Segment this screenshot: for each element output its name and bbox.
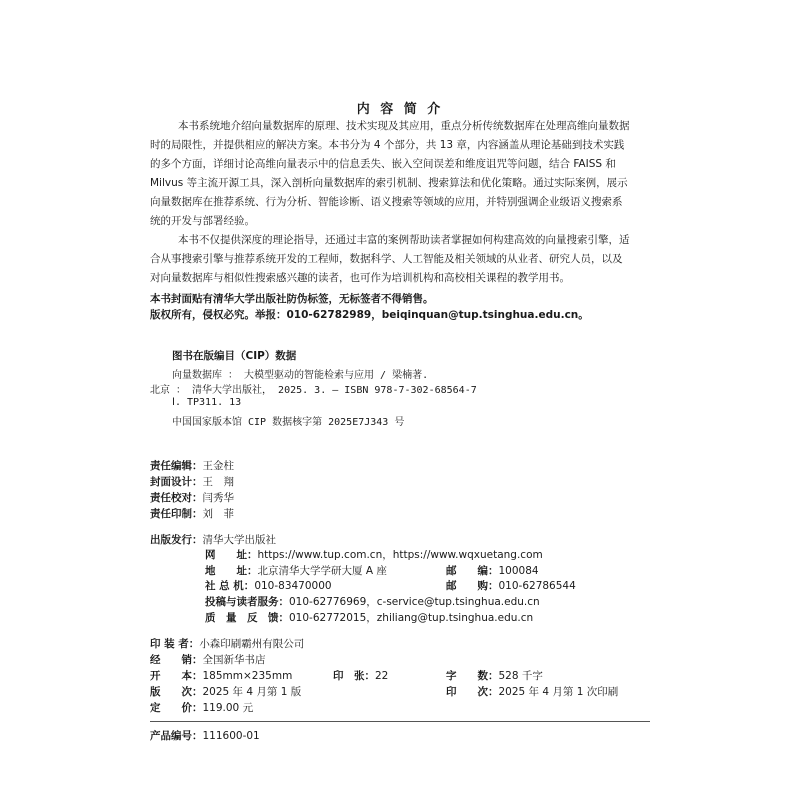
price-row <box>150 700 253 715</box>
format-value: 185mm×235mm <box>202 670 293 682</box>
staff-row <box>150 474 234 489</box>
quality-feedback-label: 质 量 反 馈： <box>205 612 289 624</box>
product-code-label: 产品编号： <box>150 730 203 742</box>
anti-counterfeit-notice: 本书封面贴有清华大学出版社防伪标签，无标签者不得销售。 <box>150 293 434 305</box>
staff-row <box>150 506 234 521</box>
printing-label: 印 次： <box>446 686 499 698</box>
cip-line: 中国国家版本馆 CIP 数据核字第 2025E7J343 号 <box>172 417 405 428</box>
staff-row <box>150 458 234 473</box>
staff-label: 责任印制： <box>150 508 203 520</box>
switchboard-value: 010-83470000 <box>254 580 332 592</box>
staff-value: 闫秀华 <box>202 492 234 504</box>
staff-label: 责任编辑： <box>150 460 203 472</box>
mail-order-row <box>446 578 576 593</box>
cip-line: 向量数据库 ： 大模型驱动的智能检索与应用 / 梁楠著. <box>172 370 429 381</box>
staff-row <box>150 490 234 505</box>
intro-line: 本书不仅提供深度的理论指导，还通过丰富的案例帮助读者掌握如何构建高效的向量搜索引擎，适 <box>178 234 630 246</box>
sheets-row <box>333 668 388 683</box>
word-count-label: 字 数： <box>446 670 499 682</box>
staff-value: 王金柱 <box>202 460 234 472</box>
distributor-row <box>150 652 266 667</box>
address-row <box>205 563 387 578</box>
distributor-label: 经 销： <box>150 654 203 666</box>
printer-row <box>150 636 304 651</box>
publisher-row <box>150 532 276 547</box>
printing-row <box>446 684 618 699</box>
intro-line: 统的开发与部署经验。 <box>150 215 255 227</box>
address-label: 地 址： <box>205 565 258 577</box>
intro-line: 的多个方面，详细讨论高维向量表示中的信息丢失、嵌入空间误差和维度诅咒等问题，结合 FAISS 和 <box>150 158 616 170</box>
address-value: 北京清华大学学研大厦 A 座 <box>257 565 387 577</box>
publisher-label: 出版发行： <box>150 534 203 546</box>
switchboard-label: 社 总 机： <box>205 580 255 592</box>
quality-feedback-value: 010-62772015，zhiliang@tup.tsinghua.edu.cn <box>289 612 534 624</box>
staff-label: 封面设计： <box>150 476 203 488</box>
price-value: 119.00 元 <box>202 702 254 714</box>
cip-line: 北京 ： 清华大学出版社， 2025. 3. — ISBN 978-7-302-68564-7 <box>150 385 477 396</box>
format-label: 开 本： <box>150 670 203 682</box>
reader-service-row <box>205 594 540 609</box>
publisher-name: 清华大学出版社 <box>202 534 276 546</box>
website-label: 网 址： <box>205 549 258 561</box>
website-row <box>205 547 543 562</box>
zip-label: 邮 编： <box>446 565 499 577</box>
staff-value: 刘 菲 <box>202 508 234 520</box>
intro-line: 本书系统地介绍向量数据库的原理、技术实现及其应用，重点分析传统数据库在处理高维向量数据 <box>178 120 630 132</box>
mail-order-value: 010-62786544 <box>498 580 576 592</box>
format-row <box>150 668 292 683</box>
zip-row <box>446 563 539 578</box>
intro-line: 对向量数据库与相似性搜索感兴趣的读者，也可作为培训机构和高校相关课程的教学用书。 <box>150 272 570 284</box>
quality-feedback-row <box>205 610 533 625</box>
copyright-notice: 版权所有，侵权必究。举报：010-62782989，beiqinquan@tup.tsinghua.edu.cn。 <box>150 309 589 321</box>
edition-value: 2025 年 4 月第 1 版 <box>202 686 302 698</box>
edition-label: 版 次： <box>150 686 203 698</box>
page-title: 内 容 简 介 <box>356 102 444 117</box>
printing-value: 2025 年 4 月第 1 次印刷 <box>498 686 619 698</box>
sheets-value: 22 <box>375 670 389 682</box>
printer-label: 印 装 者： <box>150 638 200 650</box>
distributor-value: 全国新华书店 <box>202 654 266 666</box>
cip-heading: 图书在版编目（CIP）数据 <box>172 350 297 362</box>
mail-order-label: 邮 购： <box>446 580 499 592</box>
reader-service-value: 010-62776969，c-service@tup.tsinghua.edu.cn <box>289 596 540 608</box>
sheets-label: 印 张： <box>333 670 375 682</box>
price-label: 定 价： <box>150 702 203 714</box>
word-count-value: 528 千字 <box>498 670 543 682</box>
intro-line: 向量数据库在推荐系统、行为分析、智能诊断、语义搜索等领域的应用，并特别强调企业级语义搜索系 <box>150 196 623 208</box>
website-value: https://www.tup.com.cn，https://www.wqxuetang.com <box>257 549 543 561</box>
staff-value: 王 翔 <box>202 476 234 488</box>
intro-line: Milvus 等主流开源工具，深入剖析向量数据库的索引机制、搜索算法和优化策略。通过实际案例，展示 <box>150 177 628 189</box>
reader-service-label: 投稿与读者服务： <box>205 596 289 608</box>
switchboard-row <box>205 578 332 593</box>
product-code-row <box>150 728 260 743</box>
divider <box>150 721 650 722</box>
staff-label: 责任校对： <box>150 492 203 504</box>
edition-row <box>150 684 301 699</box>
product-code-value: 111600-01 <box>202 730 260 742</box>
intro-line: 合从事搜索引擎与推荐系统开发的工程师，数据科学、人工智能及相关领域的从业者、研究人员，以及 <box>150 253 623 265</box>
cip-line: Ⅰ. TP311. 13 <box>172 397 242 408</box>
printer-value: 小森印刷霸州有限公司 <box>199 638 305 650</box>
word-count-row <box>446 668 543 683</box>
zip-value: 100084 <box>498 565 539 577</box>
intro-line: 时的局限性，并提供相应的解决方案。本书分为 4 个部分，共 13 章，内容涵盖从理论基础到技术实践 <box>150 139 625 151</box>
